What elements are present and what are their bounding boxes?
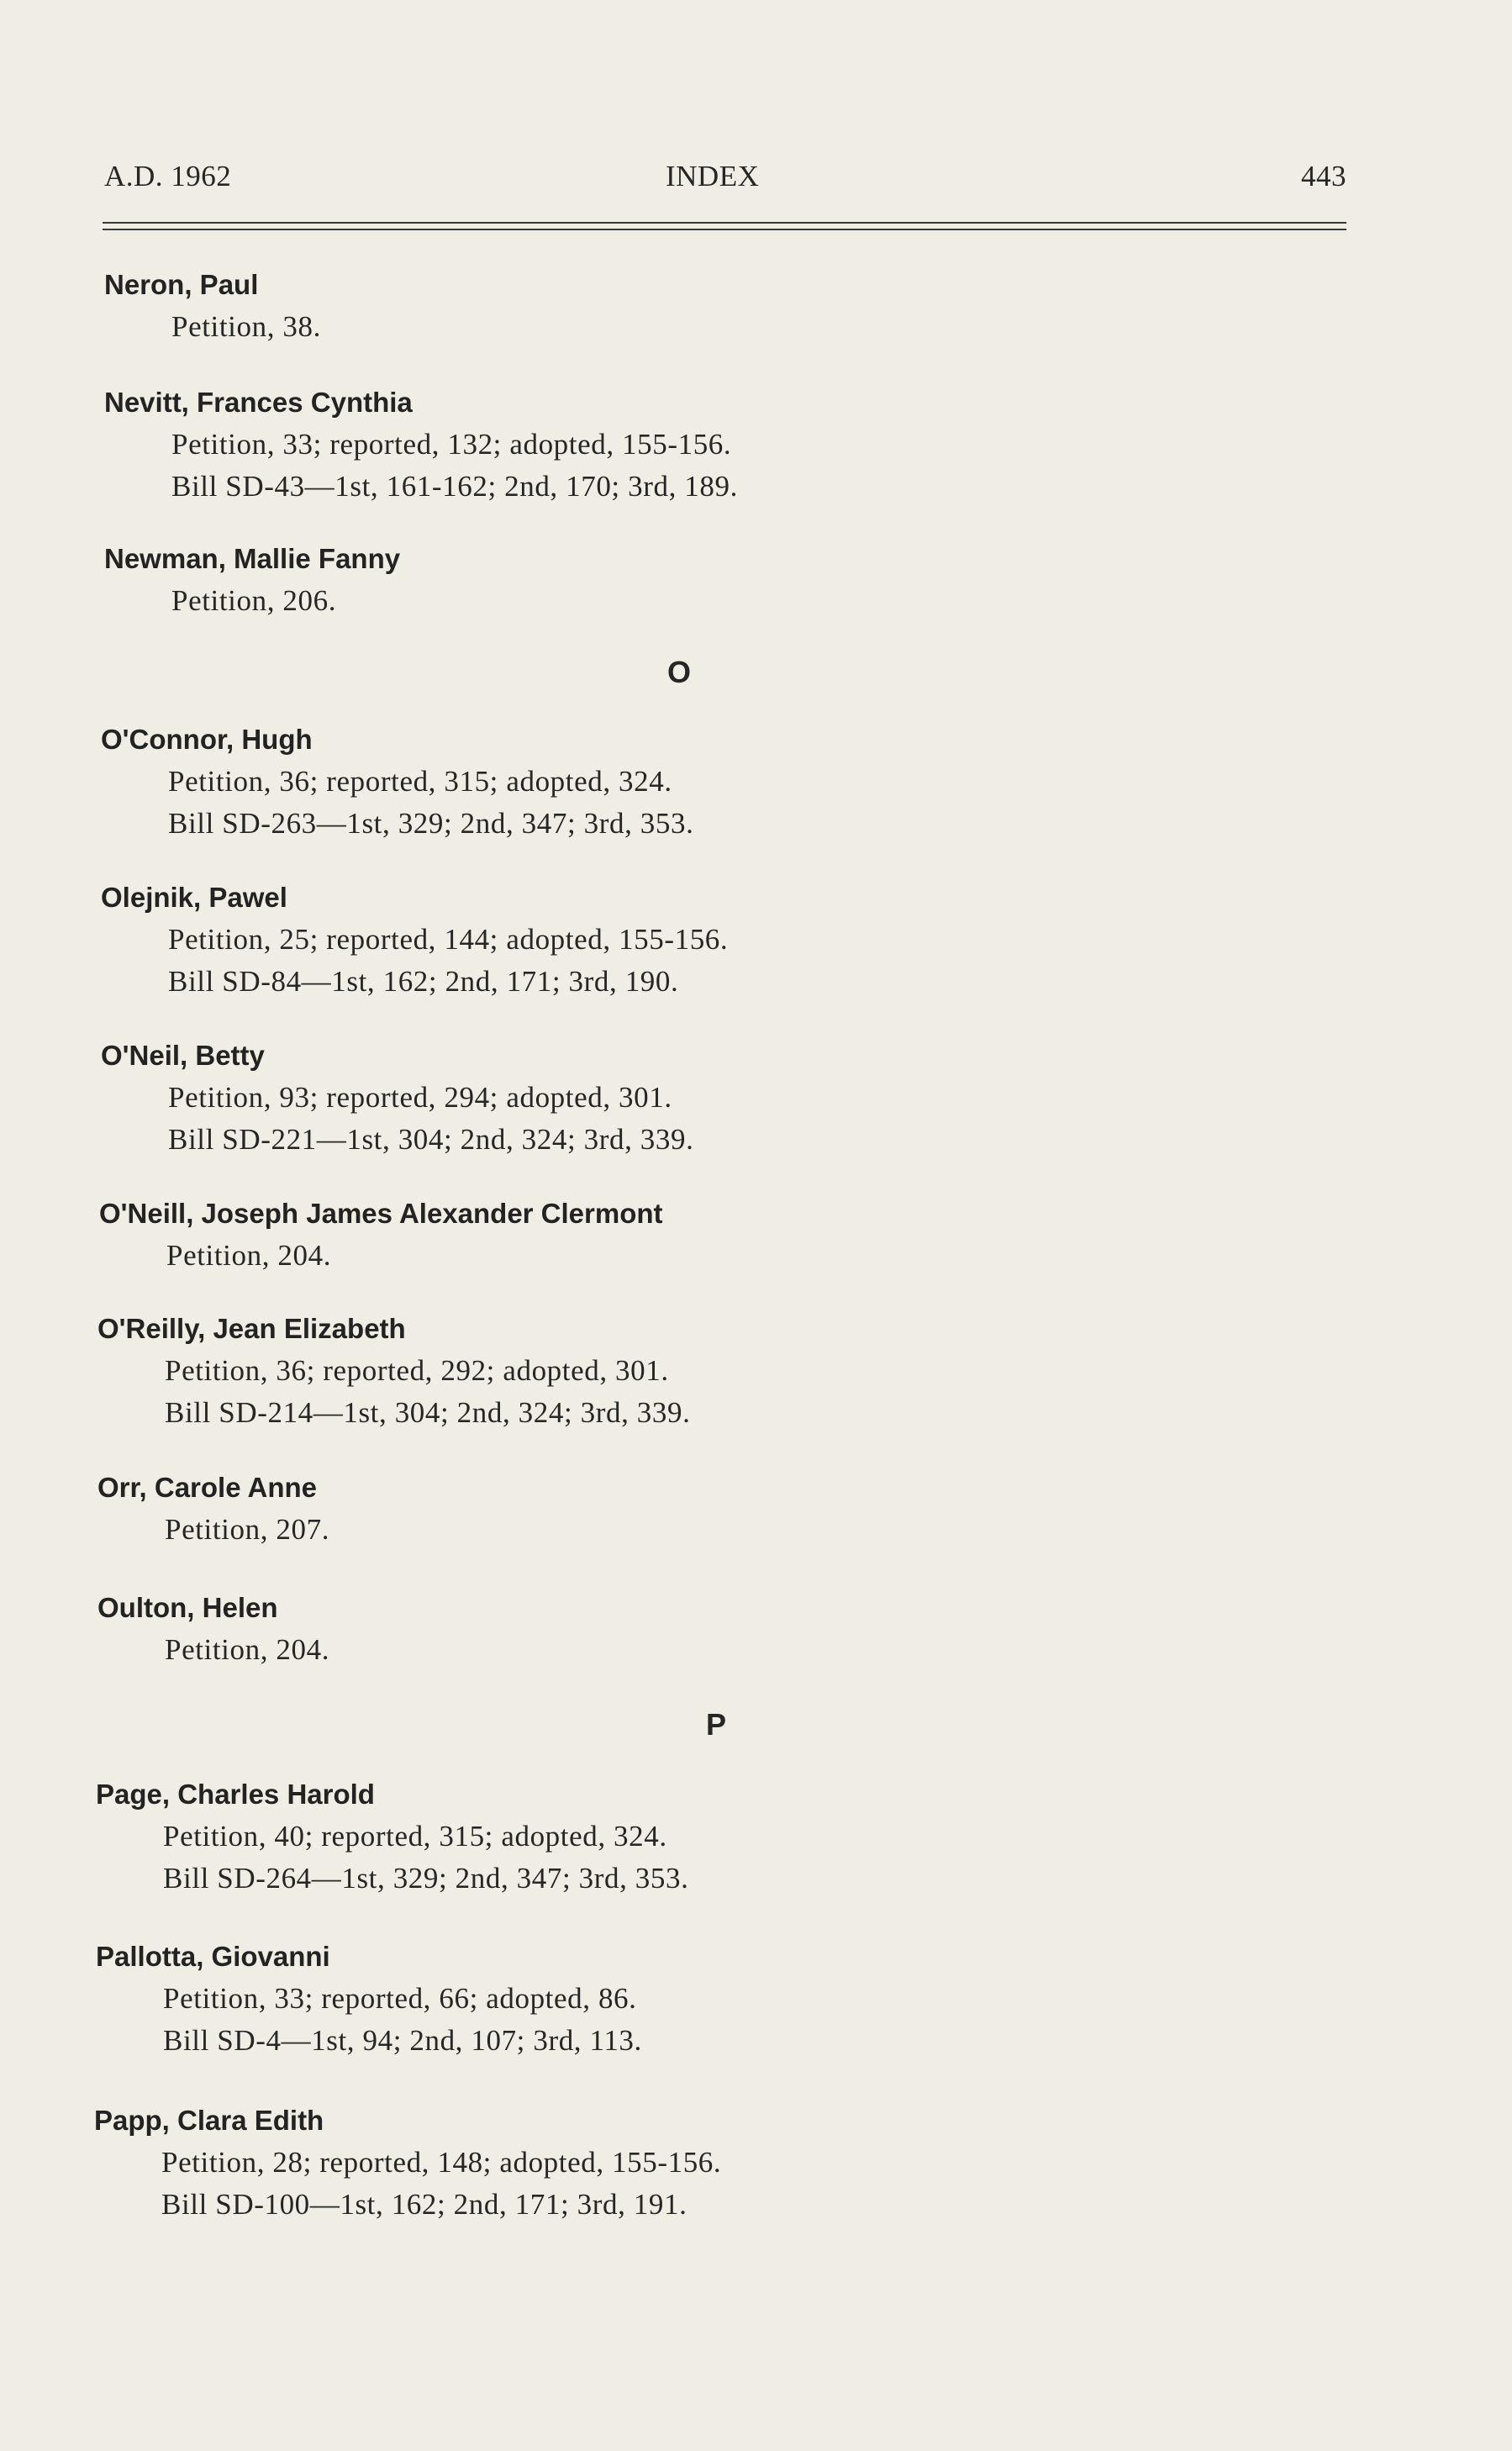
entry-name: O'Neill, Joseph James Alexander Clermont [99,1198,663,1229]
running-head [103,160,1346,203]
header-rule-bottom [103,229,1346,230]
entry-line: Petition, 36; reported, 292; adopted, 301. [165,1354,669,1387]
entry-line: Petition, 207. [165,1513,330,1546]
index-entry [99,1193,663,1277]
section-letter-o: O [667,655,692,689]
entry-name: Orr, Carole Anne [97,1472,318,1503]
index-entry [104,264,321,348]
entry-line: Bill SD-84—1st, 162; 2nd, 171; 3rd, 190. [168,965,679,998]
index-entry [97,1467,329,1551]
index-entry [104,538,400,622]
entry-line: Bill SD-214—1st, 304; 2nd, 324; 3rd, 339. [165,1396,691,1429]
entry-line: Petition, 38. [171,310,321,343]
entry-name: Newman, Mallie Fanny [104,543,401,574]
entry-name: Papp, Clara Edith [94,2105,324,2136]
index-entry [101,719,693,845]
entry-line: Petition, 93; reported, 294; adopted, 301. [168,1081,672,1114]
entry-line: Petition, 40; reported, 315; adopted, 324. [163,1820,667,1853]
index-entry [96,1774,688,1900]
header-year: A.D. 1962 [104,160,232,192]
header-title: INDEX [666,160,760,192]
entry-line: Petition, 33; reported, 132; adopted, 155-156. [171,428,732,461]
entry-name: Olejnik, Pawel [101,882,287,913]
entry-line: Bill SD-43—1st, 161-162; 2nd, 170; 3rd, 189. [171,470,738,503]
entry-line: Petition, 28; reported, 148; adopted, 155-156. [161,2146,722,2179]
index-entry [101,1035,693,1161]
entry-name: Page, Charles Harold [96,1779,375,1810]
header-rule-top [103,222,1346,224]
entry-line: Petition, 36; reported, 315; adopted, 324. [168,765,672,798]
entry-line: Bill SD-100—1st, 162; 2nd, 171; 3rd, 191. [161,2188,688,2221]
entry-name: O'Reilly, Jean Elizabeth [97,1313,406,1344]
entry-line: Petition, 206. [171,584,337,617]
entry-line: Petition, 204. [166,1239,332,1272]
index-entry [104,382,738,508]
entry-name: Neron, Paul [104,269,259,300]
section-letter-p: P [706,1707,727,1742]
index-entry [97,1308,690,1434]
entry-line: Petition, 25; reported, 144; adopted, 155-156. [168,923,729,956]
entry-name: Oulton, Helen [97,1592,278,1623]
entry-name: Nevitt, Frances Cynthia [104,387,413,418]
entry-name: Pallotta, Giovanni [96,1941,330,1972]
entry-line: Petition, 204. [165,1633,330,1666]
entry-name: O'Neil, Betty [101,1040,265,1071]
entry-line: Bill SD-221—1st, 304; 2nd, 324; 3rd, 339. [168,1123,694,1156]
entry-line: Bill SD-264—1st, 329; 2nd, 347; 3rd, 353. [163,1862,689,1895]
entry-line: Bill SD-263—1st, 329; 2nd, 347; 3rd, 353. [168,807,694,840]
index-entry [97,1587,329,1671]
index-entry [96,1936,642,2062]
entry-line: Bill SD-4—1st, 94; 2nd, 107; 3rd, 113. [163,2024,642,2057]
entry-line: Petition, 33; reported, 66; adopted, 86. [163,1982,637,2015]
page-number: 443 [1301,160,1346,192]
entry-name: O'Connor, Hugh [101,724,313,755]
index-entry [94,2100,721,2226]
index-entry [101,877,728,1003]
